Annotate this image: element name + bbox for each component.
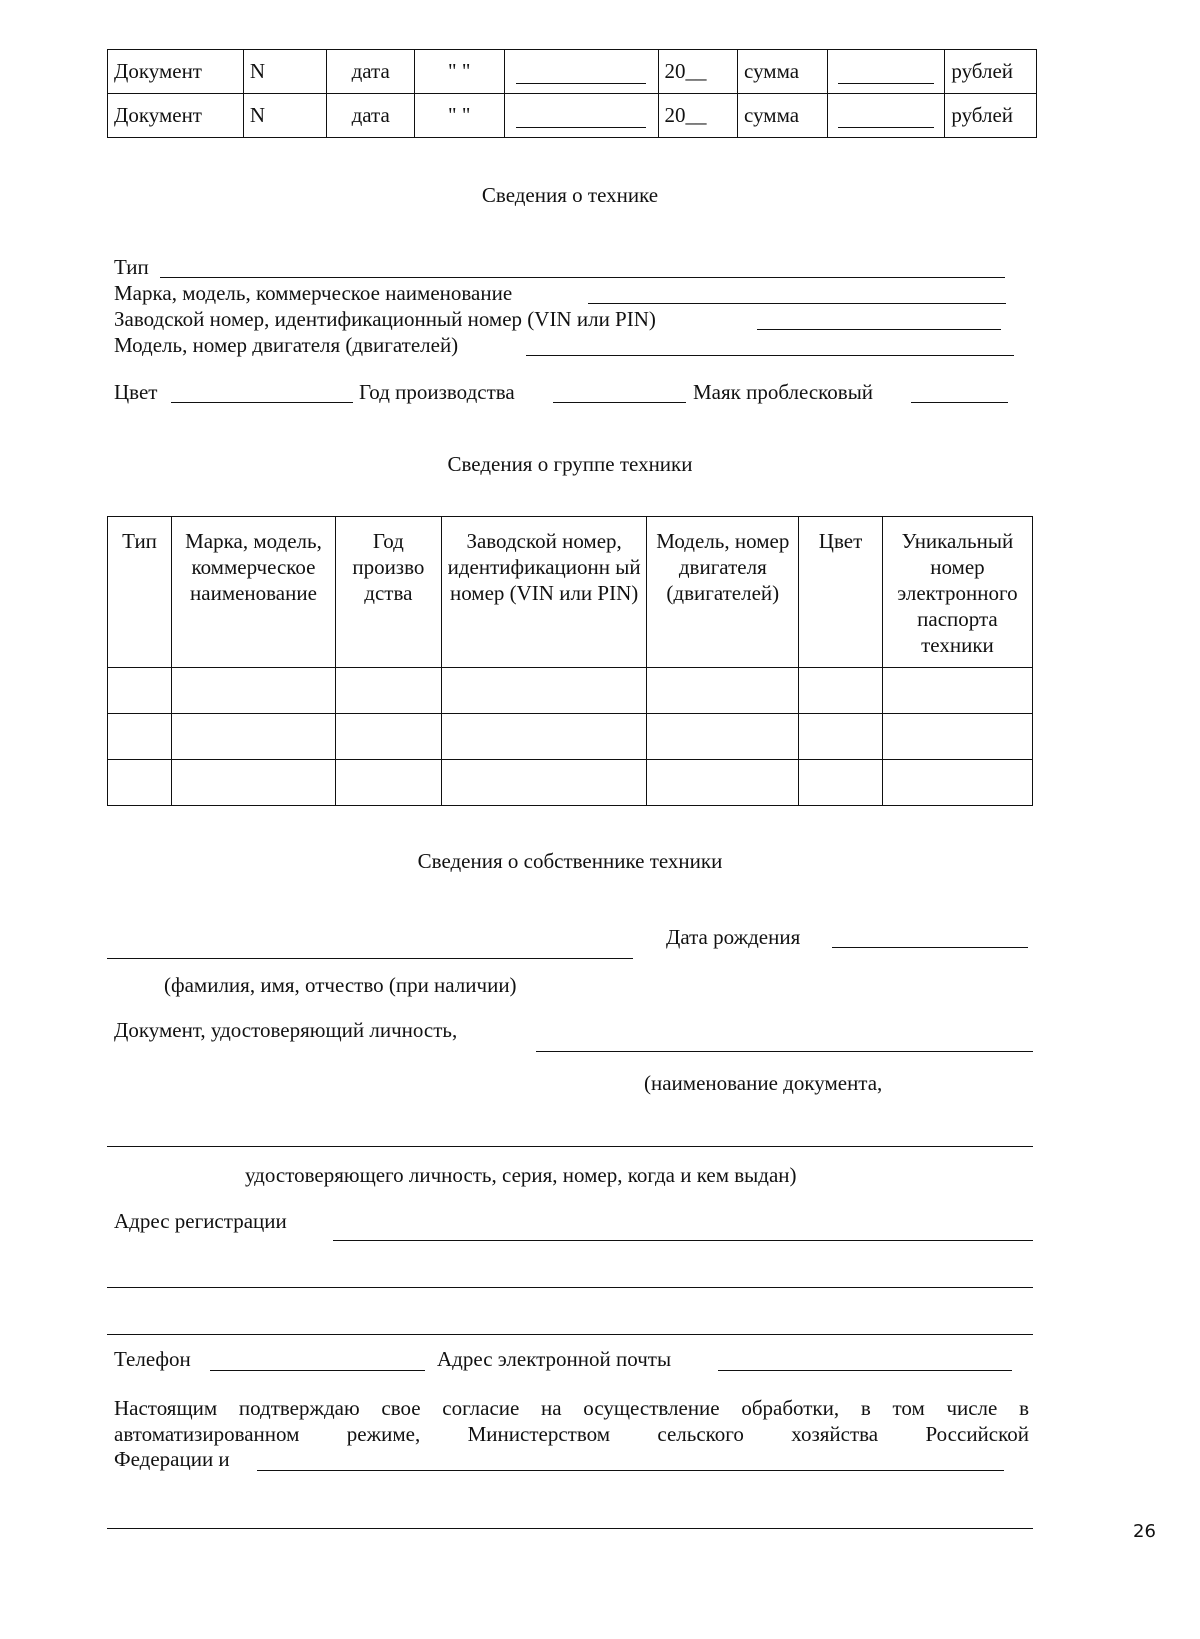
col-engine-cell[interactable] xyxy=(647,760,799,806)
serial-label: Заводской номер, идентификационный номер (VIN или PIN) xyxy=(114,307,656,331)
col-year-cell[interactable] xyxy=(335,668,441,714)
owner-section-title: Сведения о собственнике техники xyxy=(417,849,723,873)
beacon-field[interactable] xyxy=(911,402,1008,403)
col-serial-cell[interactable] xyxy=(441,668,647,714)
month-field[interactable] xyxy=(504,50,658,94)
col-type-header: Тип xyxy=(108,517,172,668)
col-year-cell[interactable] xyxy=(335,760,441,806)
color-field[interactable] xyxy=(171,402,353,403)
document-row xyxy=(108,94,1037,138)
birth-date-label: Дата рождения xyxy=(666,925,801,949)
address-field-3[interactable] xyxy=(107,1334,1033,1335)
email-label: Адрес электронной почты xyxy=(437,1347,672,1371)
col-passport-cell[interactable] xyxy=(882,668,1032,714)
beacon-label: Маяк проблесковый xyxy=(693,380,874,404)
table-row xyxy=(108,714,1033,760)
fio-caption: (фамилия, имя, отчество (при наличии) xyxy=(164,973,517,997)
year-field[interactable]: 20__ xyxy=(658,50,738,94)
number-label: N xyxy=(243,94,327,138)
consent-operator-field[interactable] xyxy=(257,1470,1004,1471)
group-section-title: Сведения о группе техники xyxy=(447,452,693,476)
consent-continuation-field[interactable] xyxy=(107,1528,1033,1529)
birth-date-field[interactable] xyxy=(832,947,1028,948)
id-document-label: Документ, удостоверяющий личность, xyxy=(114,1018,458,1042)
col-passport-header: Уникальный номер электронного паспорта техники xyxy=(882,517,1032,668)
col-color-cell[interactable] xyxy=(799,714,883,760)
col-year-cell[interactable] xyxy=(335,714,441,760)
sum-label: сумма xyxy=(738,50,828,94)
id-document-details-field[interactable] xyxy=(107,1146,1033,1147)
col-brand-header: Марка, модель, коммерческое наименование xyxy=(172,517,336,668)
documents-table xyxy=(107,49,1037,138)
address-label: Адрес регистрации xyxy=(114,1209,287,1233)
day-quote: " " xyxy=(448,59,471,83)
col-engine-cell[interactable] xyxy=(647,668,799,714)
consent-line-1: Настоящим подтверждаю свое согласие на осуществление обработки, в том числе в xyxy=(114,1396,1029,1420)
sum-label: сумма xyxy=(738,94,828,138)
brand-field[interactable] xyxy=(588,303,1006,304)
col-brand-cell[interactable] xyxy=(172,668,336,714)
address-field-1[interactable] xyxy=(333,1240,1033,1241)
group-table xyxy=(107,516,1033,806)
year-label: Год производства xyxy=(359,380,515,404)
phone-label: Телефон xyxy=(114,1347,191,1371)
col-passport-cell[interactable] xyxy=(882,760,1032,806)
serial-field[interactable] xyxy=(757,329,1001,330)
day-quote-field[interactable] xyxy=(414,94,504,138)
col-type-cell[interactable] xyxy=(108,668,172,714)
col-type-cell[interactable] xyxy=(108,714,172,760)
document-details-caption: удостоверяющего личность, серия, номер, когда и кем выдан) xyxy=(245,1163,797,1187)
table-row xyxy=(108,760,1033,806)
col-year-header: Год произво дства xyxy=(335,517,441,668)
col-serial-cell[interactable] xyxy=(441,760,647,806)
col-type-cell[interactable] xyxy=(108,760,172,806)
engine-field[interactable] xyxy=(526,355,1014,356)
document-label: Документ xyxy=(108,94,244,138)
color-label: Цвет xyxy=(114,380,158,404)
year-field[interactable]: 20__ xyxy=(658,94,738,138)
document-label: Документ xyxy=(108,50,244,94)
address-field-2[interactable] xyxy=(107,1287,1033,1288)
type-field[interactable] xyxy=(160,277,1005,278)
date-label: дата xyxy=(327,94,415,138)
engine-label: Модель, номер двигателя (двигателей) xyxy=(114,333,459,357)
tech-section-title: Сведения о технике xyxy=(481,183,659,207)
consent-line-2: автоматизированном режиме, Министерством сельского хозяйства Российской xyxy=(114,1422,1029,1446)
type-label: Тип xyxy=(114,255,149,279)
sum-field[interactable] xyxy=(827,50,945,94)
sum-field[interactable] xyxy=(827,94,945,138)
month-field[interactable] xyxy=(504,94,658,138)
col-passport-cell[interactable] xyxy=(882,714,1032,760)
document-row xyxy=(108,50,1037,94)
col-color-cell[interactable] xyxy=(799,760,883,806)
col-engine-header: Модель, номер двигателя (двигателей) xyxy=(647,517,799,668)
col-engine-cell[interactable] xyxy=(647,714,799,760)
currency-label: рублей xyxy=(945,94,1037,138)
number-label: N xyxy=(243,50,327,94)
fio-field[interactable] xyxy=(107,958,633,959)
table-row xyxy=(108,668,1033,714)
col-brand-cell[interactable] xyxy=(172,760,336,806)
col-serial-cell[interactable] xyxy=(441,714,647,760)
document-name-caption: (наименование документа, xyxy=(644,1071,883,1095)
day-quote: " " xyxy=(448,103,471,127)
email-field[interactable] xyxy=(718,1370,1012,1371)
date-label: дата xyxy=(327,50,415,94)
day-quote-field[interactable] xyxy=(414,50,504,94)
brand-label: Марка, модель, коммерческое наименование xyxy=(114,281,513,305)
col-color-header: Цвет xyxy=(799,517,883,668)
consent-line-3: Федерации и xyxy=(114,1447,230,1471)
col-color-cell[interactable] xyxy=(799,668,883,714)
currency-label: рублей xyxy=(945,50,1037,94)
page-number: 26 xyxy=(1133,1521,1156,1542)
year-field[interactable] xyxy=(553,402,686,403)
col-serial-header: Заводской номер, идентификационн ый номер (VIN или PIN) xyxy=(441,517,647,668)
phone-field[interactable] xyxy=(210,1370,425,1371)
col-brand-cell[interactable] xyxy=(172,714,336,760)
id-document-name-field[interactable] xyxy=(536,1051,1033,1052)
